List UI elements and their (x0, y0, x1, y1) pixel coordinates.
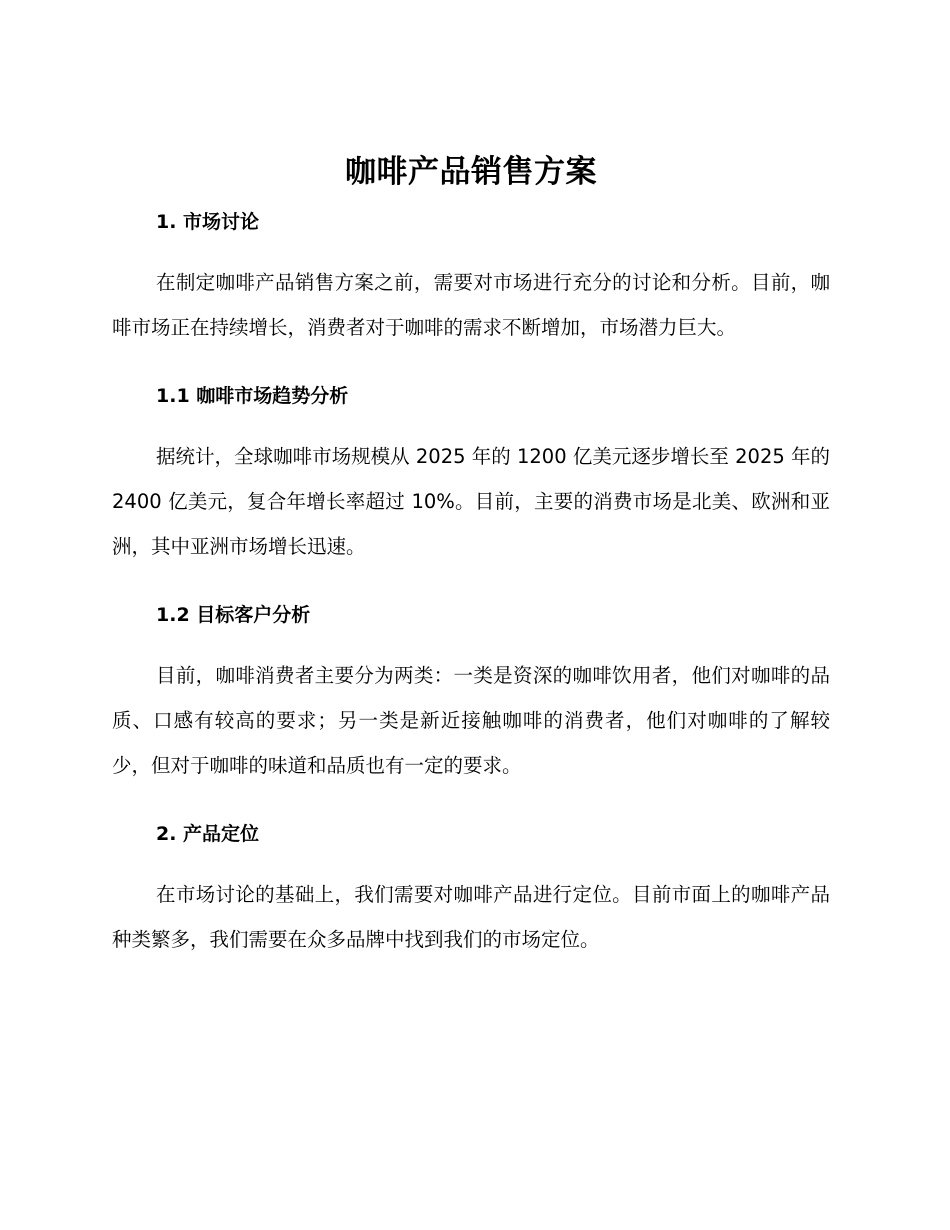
section-paragraph-product-positioning: 在市场讨论的基础上，我们需要对咖啡产品进行定位。目前市面上的咖啡产品种类繁多，我们需要在众多品牌中找到我们的市场定位。 (112, 883, 830, 951)
document-title: 咖啡产品销售方案 (345, 154, 597, 190)
section-heading-product-positioning: 2. 产品定位 (156, 823, 260, 845)
section-heading-market-discussion: 1. 市场讨论 (156, 211, 260, 233)
section-heading-target-customers: 1.2 目标客户分析 (156, 604, 311, 626)
section-paragraph-market-trend: 据统计，全球咖啡市场规模从 2025 年的 1200 亿美元逐步增长至 2025 年的 2400 亿美元，复合年增长率超过 10%。目前，主要的消费市场是北美、欧洲和亚洲，其中亚洲市场增长迅速。 (112, 445, 830, 558)
document-body (112, 146, 830, 962)
section-heading-market-trend: 1.1 咖啡市场趋势分析 (156, 385, 349, 407)
section-paragraph-target-customers: 目前，咖啡消费者主要分为两类：一类是资深的咖啡饮用者，他们对咖啡的品质、口感有较高的要求；另一类是新近接触咖啡的消费者，他们对咖啡的了解较少，但对于咖啡的味道和品质也有一定的要求。 (112, 664, 830, 777)
section-paragraph-market-discussion: 在制定咖啡产品销售方案之前，需要对市场进行充分的讨论和分析。目前，咖啡市场正在持续增长，消费者对于咖啡的需求不断增加，市场潜力巨大。 (112, 271, 830, 339)
